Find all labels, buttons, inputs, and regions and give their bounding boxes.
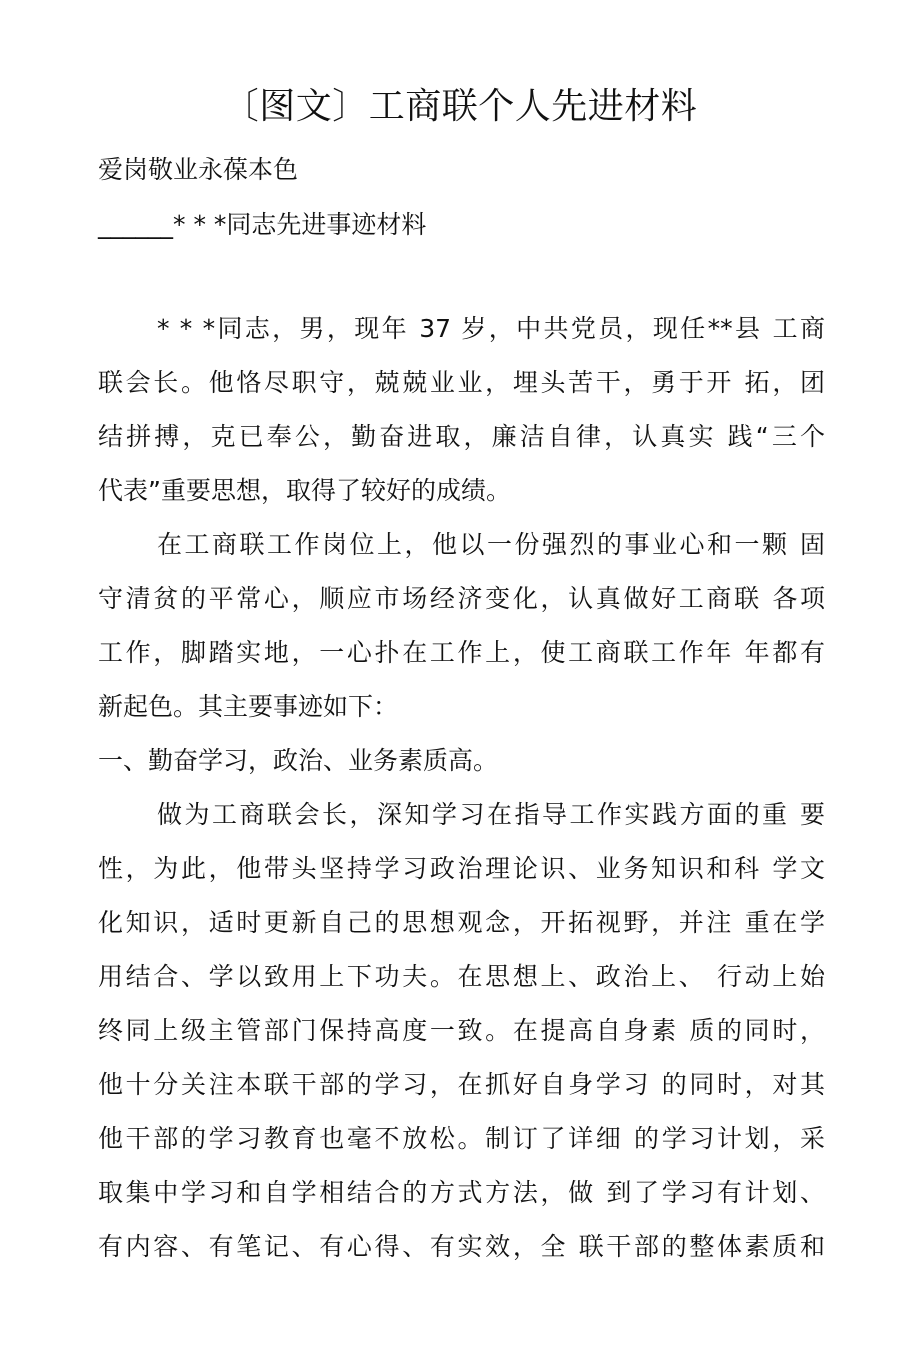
paragraph-line: 有内容、有笔记、有心得、有实效，全 联干部的整体素质和	[98, 1232, 825, 1261]
document-title: 〔图文〕工商联个人先进材料	[222, 86, 698, 127]
paragraph-line: 工作，脚踏实地，一心扑在工作上，使工商联工作年 年都有	[98, 638, 825, 667]
paragraph-line: 代表”重要思想，取得了较好的成绩。	[98, 476, 511, 505]
paragraph-line: 性，为此，他带头坚持学习政治理论识、业务知识和科 学文	[98, 854, 825, 883]
paragraph-line: 联会长。他恪尽职守，兢兢业业，埋头苦干，勇于开 拓，团	[98, 368, 825, 397]
section-heading: 一、勤奋学习，政治、业务素质高。	[98, 746, 499, 775]
paragraph-line: 他干部的学习教育也毫不放松。制订了详细 的学习计划，采	[98, 1124, 825, 1153]
paragraph-line: 用结合、学以致用上下功夫。在思想上、政治上、 行动上始	[98, 962, 825, 991]
document-subtitle: 爱岗敬业永葆本色	[98, 155, 299, 184]
paragraph-line: 结拼搏，克已奉公，勤奋进取，廉洁自律，认真实 践“三个	[98, 422, 825, 451]
paragraph-line: 守清贫的平常心，顺应市场经济变化，认真做好工商联 各项	[98, 584, 825, 613]
paragraph-line: 新起色。其主要事迹如下：	[98, 692, 399, 721]
paragraph-line: 做为工商联会长，深知学习在指导工作实践方面的重 要	[157, 800, 825, 829]
paragraph-line: * * *同志，男，现年 37 岁，中共党员，现任**县 工商	[157, 314, 825, 343]
paragraph-line: 取集中学习和自学相结合的方式方法，做 到了学习有计划、	[98, 1178, 825, 1207]
document-byline: ______* * *同志先进事迹材料	[98, 210, 427, 239]
paragraph-line: 在工商联工作岗位上，他以一份强烈的事业心和一颗 固	[157, 530, 825, 559]
paragraph-line: 化知识，适时更新自己的思想观念，开拓视野，并注 重在学	[98, 908, 825, 937]
paragraph-line: 他十分关注本联干部的学习，在抓好自身学习 的同时，对其	[98, 1070, 825, 1099]
paragraph-line: 终同上级主管部门保持高度一致。在提高自身素 质的同时，	[98, 1016, 825, 1045]
